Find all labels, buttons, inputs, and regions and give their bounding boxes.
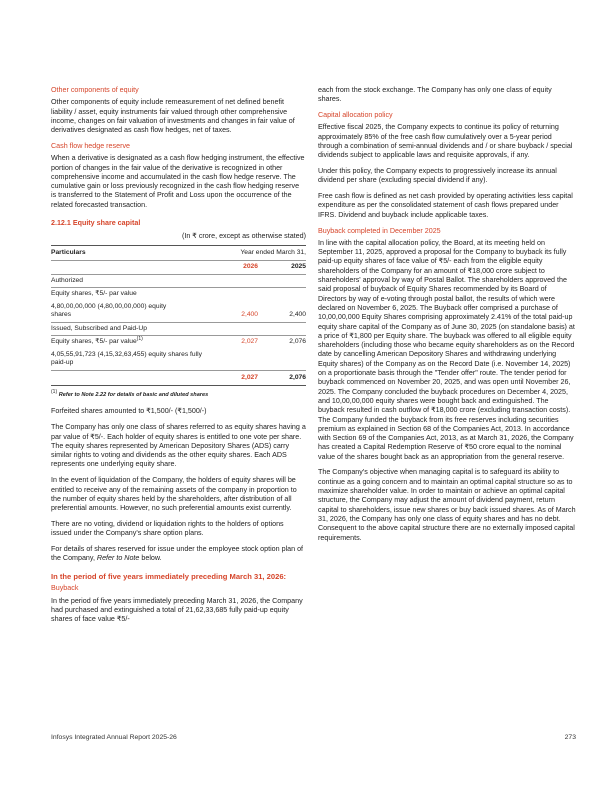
- footer-page-number: 273: [564, 734, 576, 741]
- para-liquidation: In the event of liquidation of the Company, the holders of equity shares will be entitled to receive any of the remaining assets of the company in proportion to the number of equity shares held by the shareholders, after distribution of all preferential amounts. However, no such preferential amounts exist currently.: [51, 476, 297, 513]
- table-row: [51, 301, 306, 323]
- para-capital-objective: The Company's objective when managing capital is to safeguard its ability to continue as a going concern and to maintain an optimal capital structure so as to maximize shareholder value. In order to maintain or achieve an optimal capital structure, the Company may adjust the amount of dividend payment, return capital to shareholders, issue new shares or buy back issued shares. As of March 31, 2026, the Company has only one class of equity shares and has no debt. Consequent to the above capital structure there are no externally imposed capital requirements.: [318, 468, 576, 542]
- auth-value-2026: 2,400: [210, 301, 258, 323]
- para-capital-allocation-1: Effective fiscal 2025, the Company expects to continue its policy of returning approximately 85% of the free cash flow cumulatively over a 5-year period through a combination of semi-annual dividends and / or share buyback / special dividends subject to applicable laws and requisite approvals, if any.: [318, 123, 573, 160]
- table-year-row: [51, 261, 306, 275]
- issued-value-2026: 2,027: [241, 338, 258, 346]
- equity-share-capital-table: [51, 245, 306, 387]
- footnote-marker: (1): [136, 335, 143, 342]
- table-row: [51, 322, 306, 336]
- table-total-row: [51, 370, 306, 386]
- para-share-class: The Company has only one class of shares referred to as equity shares having a par value of ₹5/-. Each holder of equity shares is entitled to one vote per share. The equity shares represented by American Depository Shares (ADS) carry similar rights to voting and dividends as the other equity shares. Each ADS represents one underlying equity share.: [51, 423, 306, 469]
- para-forfeited: Forfeited shares amounted to ₹1,500/- (₹1,500/-): [51, 407, 207, 416]
- row-issued-equity-label: Equity shares, ₹5/- par value$^{(1)}$: [51, 335, 143, 346]
- row-issued-shares-label: 4,05,55,91,723 (4,15,32,63,455) equity shares fully paid-up: [51, 350, 202, 367]
- heading-buyback: Buyback: [51, 584, 79, 593]
- para-other-components: Other components of equity include remeasurement of net defined benefit liability / asset, equity instruments fair valued through other comprehensive income, changes on fair valuation of investments and changes in fair value of derivatives designated as cash flow hedges, net of taxes.: [51, 98, 295, 135]
- row-auth-equity-label: Equity shares, ₹5/- par value: [51, 290, 137, 298]
- heading-cash-flow-hedge: Cash flow hedge reserve: [51, 141, 130, 150]
- header-year-ended: Year ended March 31,: [210, 245, 306, 261]
- table-row: [51, 274, 306, 288]
- para-voting: There are no voting, dividend or liquidation rights to the holders of options issued under the Company's share option plans.: [51, 519, 284, 538]
- table-footnote: (1) Refer to Note 2.22 for details of basic and diluted shares: [51, 389, 209, 399]
- row-issued: Issued, Subscribed and Paid-Up: [51, 322, 306, 336]
- total-value-2026: 2,027: [210, 370, 258, 386]
- table-header-row: [51, 245, 306, 261]
- header-year-2026: 2026: [210, 261, 258, 275]
- header-year-2025: 2025: [258, 261, 306, 275]
- right-column: [318, 86, 576, 549]
- table-row: [51, 336, 306, 349]
- heading-other-components: Other components of equity: [51, 86, 139, 94]
- issued-value-2025: 2,076: [289, 338, 306, 346]
- row-authorized: Authorized: [51, 274, 306, 288]
- heading-buyback-december: Buyback completed in December 2025: [318, 226, 441, 235]
- unit-note: (In ₹ crore, except as otherwise stated): [181, 232, 306, 241]
- section-heading-equity-share-capital: 2.12.1 Equity share capital: [51, 219, 141, 228]
- para-capital-allocation-3: Free cash flow is defined as net cash provided by operating activities less capital expenditure as per the consolidated statement of cash flows prepared under IFRS. Dividend and buyback include applicable taxes.: [318, 192, 573, 219]
- para-esop-details: For details of shares reserved for issue under the employee stock option plan of the Company, Refer to Note below.: [51, 545, 304, 563]
- para-cash-flow-hedge: When a derivative is designated as a cash flow hedging instrument, the effective portion of changes in the fair value of the derivative is recognized in other comprehensive income and accumulated in the cash flow hedge reserve. The cumulative gain or loss previously recognized in the cash flow hedging reserve is transferred to the Statement of Profit and Loss upon the occurrence of the related forecasted transaction.: [51, 154, 305, 209]
- header-particulars: Particulars: [51, 245, 210, 261]
- left-column: [51, 86, 306, 631]
- heading-capital-allocation: Capital allocation policy: [318, 111, 393, 120]
- note-reference-link[interactable]: Refer to Note: [96, 554, 140, 563]
- para-buyback-december: In line with the capital allocation policy, the Board, at its meeting held on September 11, 2025, approved a proposal for the Company to buyback its fully paid-up equity shares of face value of ₹5/- each from the eligible equity shareholders of the Company for an amount of ₹18,000 crore subject to shareholders' approval by way of Postal Ballot. The shareholders approved the said proposal of buyback of Equity Shares recommended by its Board of Directors by way of e-voting through postal ballot, the results of which were declared on November 6, 2025. The Buyback offer comprised a purchase of 10,00,00,000 Equity Shares comprising approximately 2.41% of the total paid-up equity share capital of the Company as of June 30, 2025 (on standalone basis) at a price of ₹1,800 per Equity share. The buyback was offered to all eligible equity shareholders (including those who became equity shareholders as on the Record date by cancelling American Depository Shares and withdrawing underlying Equity shares) of the Company as on the Record Date (i.e. November 14, 2025) on a proportionate basis through the "Tender offer" route. The tender period for buyback commenced on November 20, 2025, and was open until November 26, 2025. The Company concluded the buyback procedures on December 4, 2025, and 10,00,00,000 equity shares were bought back and extinguished. The buyback resulted in cash outflow of ₹18,000 crore (excluding transaction costs). The Company funded the buyback from its free reserves including securities premium as explained in Section 68 of the Companies Act, 2013. In accordance with Section 69 of the Companies Act, 2013, as at March 31, 2026, the Company has created a Capital Redemption Reserve of ₹50 crore equal to the nominal value of the shares bought back as an appropriation from the general reserve.: [318, 238, 575, 461]
- para-buyback-continued: each from the stock exchange. The Company has only one class of equity shares.: [318, 86, 552, 104]
- auth-value-2025: 2,400: [258, 301, 306, 323]
- total-value-2025: 2,076: [258, 370, 306, 386]
- table-row: [51, 349, 306, 371]
- table-row: [51, 288, 306, 301]
- footer-report-title: Infosys Integrated Annual Report 2025-26: [51, 734, 177, 741]
- para-buyback-five-year: In the period of five years immediately preceding March 31, 2026, the Company had purchased and extinguished a total of 21,62,33,685 fully paid-up equity shares of face value ₹5/-: [51, 596, 303, 624]
- row-auth-shares-label: 4,80,00,00,000 (4,80,00,00,000) equity shares: [51, 301, 210, 323]
- para-capital-allocation-2: Under this policy, the Company expects to progressively increase its annual dividend per share (excluding special dividend if any).: [318, 167, 557, 185]
- heading-five-year-period: In the period of five years immediately preceding March 31, 2026:: [51, 571, 287, 581]
